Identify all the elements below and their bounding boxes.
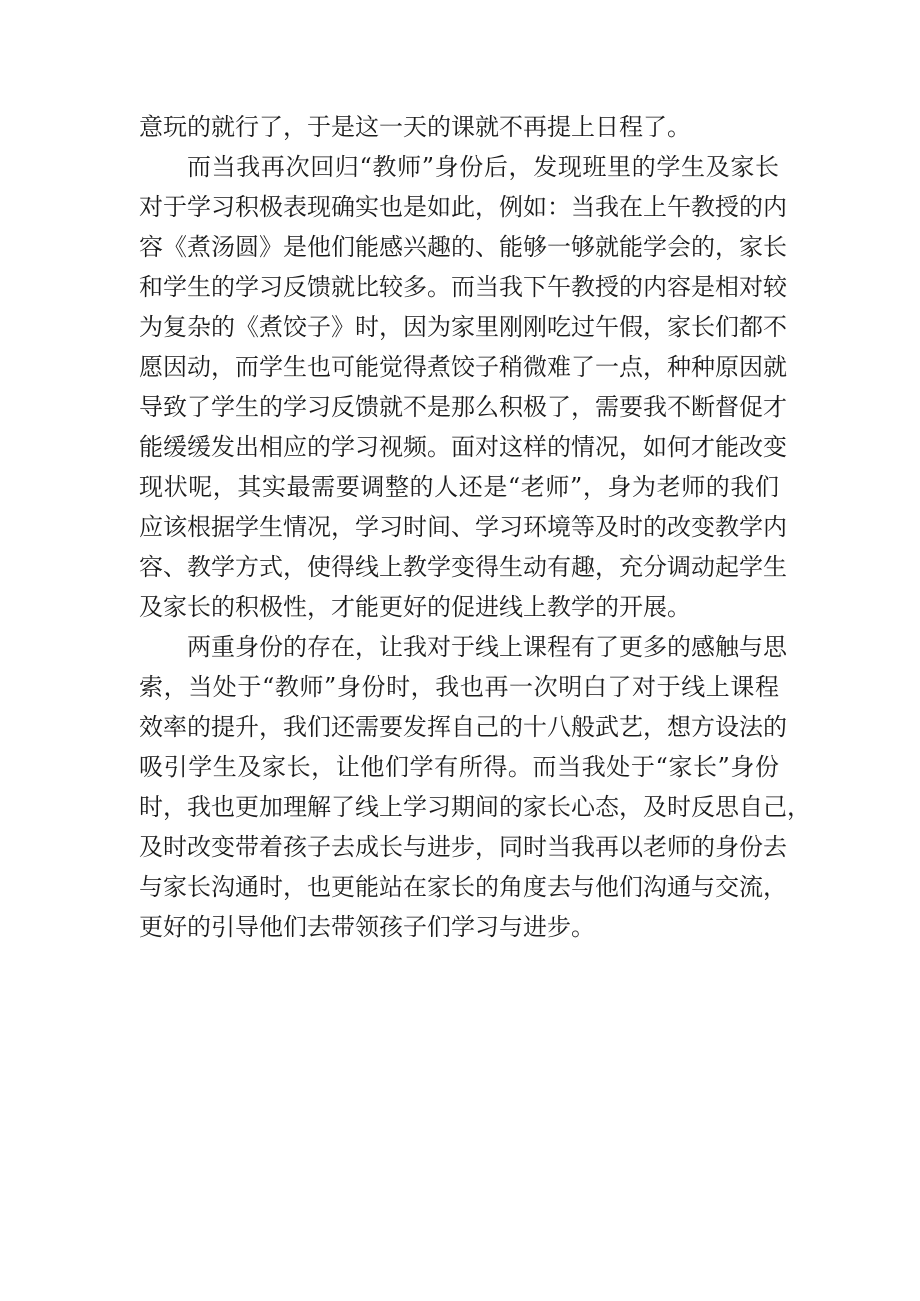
text-line: 容《煮汤圆》是他们能感兴趣的、能够一够就能学会的，家长	[139, 233, 787, 261]
text-line: 时，我也更加理解了线上学习期间的家长心态，及时反思自己，	[139, 793, 811, 821]
text-line: 应该根据学生情况，学习时间、学习环境等及时的改变教学内	[139, 513, 787, 541]
text-line: 吸引学生及家长，让他们学有所得。而当我处于“家长”身份	[139, 753, 779, 781]
text-line: 及时改变带着孩子去成长与进步，同时当我再以老师的身份去	[139, 833, 787, 861]
text-line: 容、教学方式，使得线上教学变得生动有趣，充分调动起学生	[139, 553, 787, 581]
body-text	[139, 107, 811, 947]
text-line: 能缓缓发出相应的学习视频。面对这样的情况，如何才能改变	[139, 433, 787, 461]
text-line: 与家长沟通时，也更能站在家长的角度去与他们沟通与交流，	[139, 873, 787, 901]
text-line: 效率的提升，我们还需要发挥自己的十八般武艺，想方设法的	[139, 713, 787, 741]
text-line: 和学生的学习反馈就比较多。而当我下午教授的内容是相对较	[139, 273, 787, 301]
paragraph-start-line: 而当我再次回归“教师”身份后，发现班里的学生及家长	[187, 153, 779, 181]
text-line: 对于学习积极表现确实也是如此，例如：当我在上午教授的内	[139, 193, 787, 221]
paragraph-start-line: 两重身份的存在，让我对于线上课程有了更多的感触与思	[187, 633, 787, 661]
text-line: 愿因动，而学生也可能觉得煮饺子稍微难了一点，种种原因就	[139, 353, 787, 381]
text-line: 更好的引导他们去带领孩子们学习与进步。	[139, 913, 595, 941]
text-line: 为复杂的《煮饺子》时，因为家里刚刚吃过午假，家长们都不	[139, 313, 787, 341]
text-line: 索，当处于“教师”身份时，我也再一次明白了对于线上课程	[139, 673, 779, 701]
text-line: 意玩的就行了，于是这一天的课就不再提上日程了。	[139, 113, 691, 141]
text-line: 现状呢，其实最需要调整的人还是“老师”，身为老师的我们	[139, 473, 779, 501]
text-line: 及家长的积极性，才能更好的促进线上教学的开展。	[139, 593, 691, 621]
text-line: 导致了学生的学习反馈就不是那么积极了，需要我不断督促才	[139, 393, 787, 421]
